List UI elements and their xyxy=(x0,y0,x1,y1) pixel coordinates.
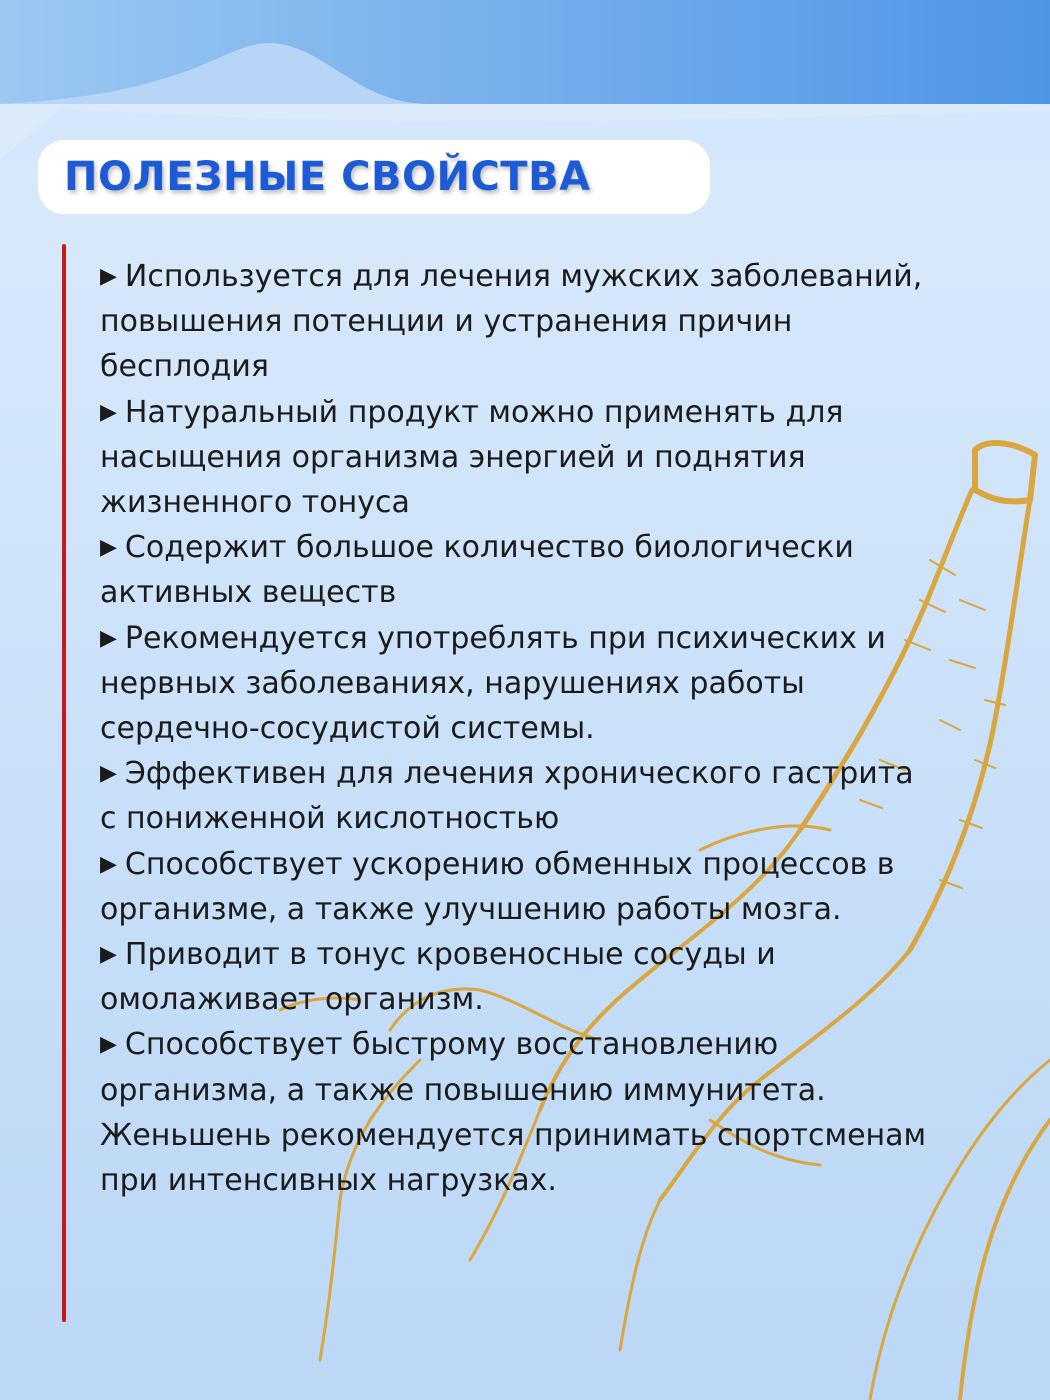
list-item: ▶ Способствует быстрому восстановлению организма, а также повышению иммунитета. Женьшень рекомендуется принимать спортсменам при интенсивных нагрузках. xyxy=(100,1027,927,1199)
list-item: ▶ Приводит в тонус кровеносные сосуды и омолаживает организм. xyxy=(100,937,776,1018)
triangle-bullet-icon: ▶ xyxy=(100,851,117,877)
list-item: ▶ Содержит большое количество биологически активных веществ xyxy=(100,530,854,611)
page-title: ПОЛЕЗНЫЕ СВОЙСТВА xyxy=(64,154,591,200)
triangle-bullet-icon: ▶ xyxy=(100,625,117,651)
triangle-bullet-icon: ▶ xyxy=(100,761,117,787)
triangle-bullet-icon: ▶ xyxy=(100,535,117,561)
list-item: ▶ Эффективен для лечения хронического гастрита с пониженной кислотностью xyxy=(100,756,914,837)
list-item: ▶ Натуральный продукт можно применять для насыщения организма энергией и поднятия жизненного тонуса xyxy=(100,394,844,521)
title-pill xyxy=(38,140,710,214)
list-item: ▶ Используется для лечения мужских заболеваний, повышения потенции и устранения причин бесплодия xyxy=(100,259,923,385)
triangle-bullet-icon: ▶ xyxy=(100,264,117,289)
list-item: ▶ Способствует ускорению обменных процессов в организме, а также улучшению работы мозга. xyxy=(100,846,895,927)
triangle-bullet-icon: ▶ xyxy=(100,1032,117,1058)
accent-line xyxy=(62,244,66,1322)
benefits-list xyxy=(100,254,930,1203)
triangle-bullet-icon: ▶ xyxy=(100,942,117,968)
triangle-bullet-icon: ▶ xyxy=(100,399,117,425)
list-item: ▶ Рекомендуется употреблять при психических и нервных заболеваниях, нарушениях работы сердечно-сосудистой системы. xyxy=(100,620,886,747)
background-wave xyxy=(0,0,1050,160)
